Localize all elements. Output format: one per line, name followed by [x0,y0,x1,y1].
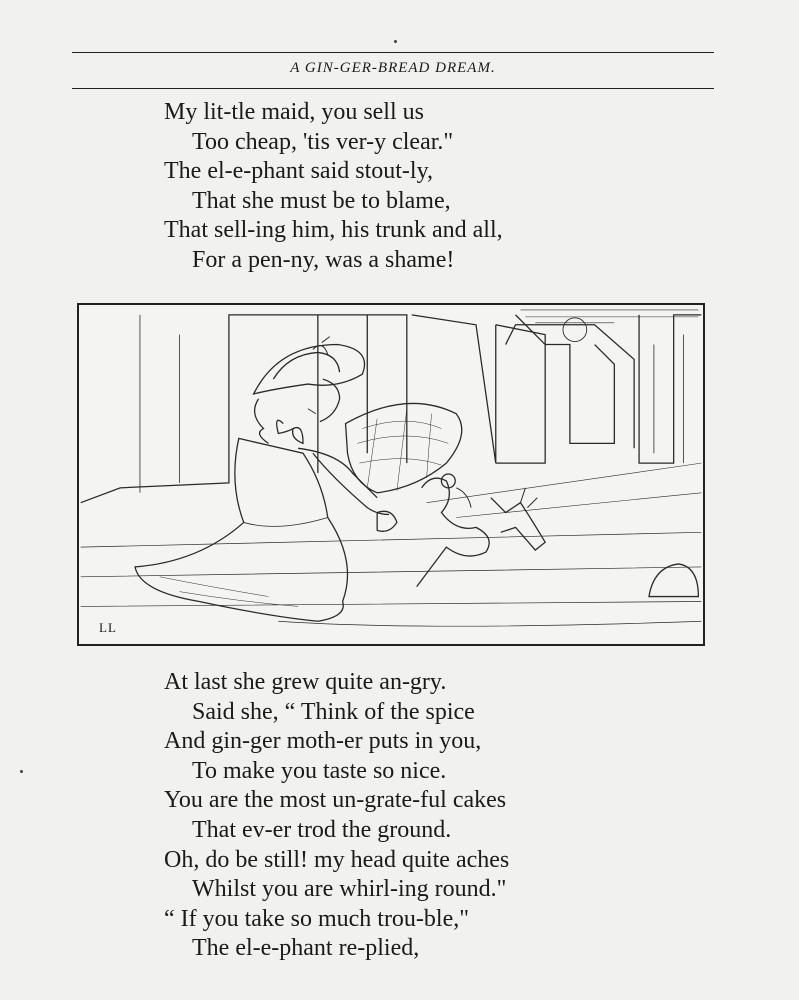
verse-line: For a pen-ny, was a shame! [192,246,455,273]
verse-line: The el-e-phant re-plied, [192,935,420,962]
verse-line: My lit-tle maid, you sell us [164,99,424,125]
verse-line: At last she grew quite an-gry. [164,669,447,695]
verse-line: Oh, do be still! my head quite aches [164,846,510,873]
verse-line: Whilst you are whirl-ing round." [192,876,507,903]
ink-speck [20,770,23,773]
header-rule-top [72,52,714,53]
header-rule-bottom [72,88,714,89]
illustration [77,303,705,646]
verse-top [164,98,724,276]
verse-line: That she must be to blame, [192,187,451,214]
verse-bottom [164,668,724,964]
illustrator-signature: LL [99,620,117,635]
ink-speck [394,40,397,43]
verse-line: And gin-ger moth-er puts in you, [164,728,482,755]
running-title: A GIN-GER-BREAD DREAM. [290,60,496,76]
verse-line: “ If you take so much trou-ble," [164,905,470,932]
verse-line: That sell-ing him, his trunk and all, [164,217,503,244]
verse-line: Too cheap, 'tis ver-y clear." [192,128,454,155]
verse-line: To make you taste so nice. [192,757,447,784]
illustration-engraving [79,305,703,644]
verse-line: Said she, “ Think of the spice [192,698,475,725]
verse-line: The el-e-phant said stout-ly, [164,158,434,185]
verse-line: That ev-er trod the ground. [192,816,452,843]
verse-line: You are the most un-grate-ful cakes [164,787,507,814]
